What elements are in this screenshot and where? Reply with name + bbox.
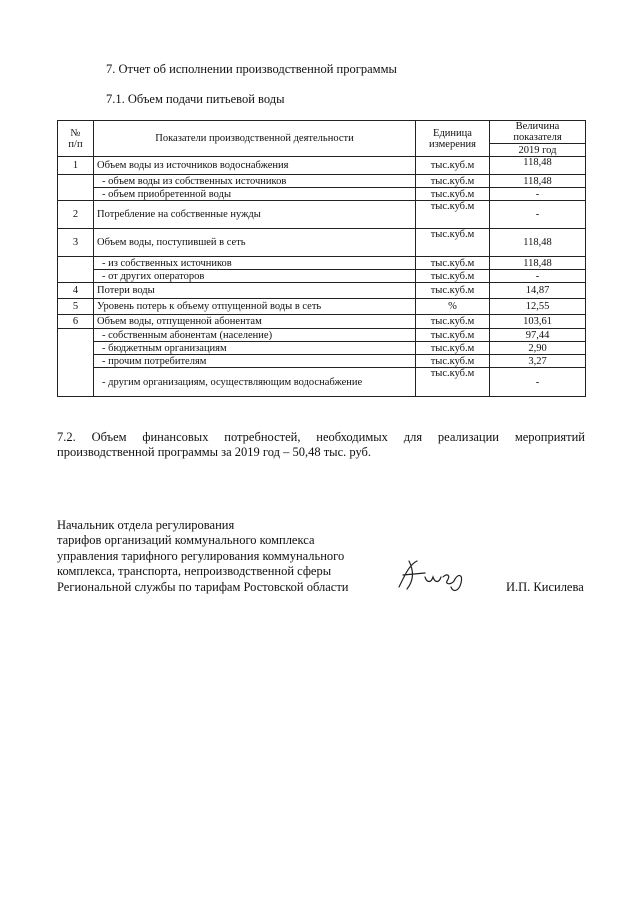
row-value: - [490,368,586,397]
table-row [58,315,586,329]
row-name: - из собственных источников [94,257,416,270]
table-row [58,329,586,342]
row-num-empty [58,329,94,397]
row-value: 97,44 [490,329,586,342]
row-unit: тыс.куб.м [416,283,490,299]
row-unit: тыс.куб.м [416,342,490,355]
row-name: - объем приобретенной воды [94,188,416,201]
table-row [58,201,586,229]
section-heading: 7. Отчет об исполнении производственной программы [106,62,397,76]
row-name: Потери воды [94,283,416,299]
header-num-text: № п/п [68,127,83,150]
financial-needs-paragraph: 7.2. Объем финансовых потребностей, необходимых для реализации мероприятий производственной программы за 2019 год – 50,48 тыс. руб. [57,430,585,459]
row-unit: тыс.куб.м [416,157,490,175]
row-unit: тыс.куб.м [416,315,490,329]
table-row [58,342,586,355]
row-num: 2 [58,201,94,229]
row-unit: тыс.куб.м [416,188,490,201]
row-num-empty [58,257,94,283]
row-unit: тыс.куб.м [416,257,490,270]
header-indicator: Показатели производственной деятельности [94,121,416,157]
row-name: - бюджетным организациям [94,342,416,355]
row-value: - [490,270,586,283]
row-unit: тыс.куб.м [416,175,490,188]
handwritten-signature [395,555,475,595]
row-name: - другим организациям, осуществляющим водоснабжение [94,368,416,397]
row-unit: тыс.куб.м [416,270,490,283]
row-name: - прочим потребителям [94,355,416,368]
row-unit: тыс.куб.м [416,368,490,397]
row-unit: тыс.куб.м [416,229,490,257]
row-unit: % [416,299,490,315]
row-name: - собственным абонентам (население) [94,329,416,342]
row-num: 4 [58,283,94,299]
table-row [58,368,586,397]
row-name: Уровень потерь к объему отпущенной воды в сеть [94,299,416,315]
row-value: 3,27 [490,355,586,368]
table-row [58,257,586,270]
row-value: 118,48 [490,257,586,270]
row-name: - от других операторов [94,270,416,283]
table-row [58,229,586,257]
row-value: - [490,188,586,201]
signer-title-line: управления тарифного регулирования коммунального [57,548,345,563]
row-unit: тыс.куб.м [416,355,490,368]
table-row [58,355,586,368]
signer-title-line: Региональной службы по тарифам Ростовской области [57,579,349,594]
table-row [58,270,586,283]
header-num [58,121,94,157]
row-num: 5 [58,299,94,315]
header-year: 2019 год [490,144,586,157]
table-row [58,188,586,201]
subsection-heading: 7.1. Объем подачи питьевой воды [106,92,285,106]
row-num: 3 [58,229,94,257]
row-value: 118,48 [490,175,586,188]
row-num: 6 [58,315,94,329]
row-num-empty [58,175,94,201]
row-num: 1 [58,157,94,175]
row-value: 12,55 [490,299,586,315]
signer-title-line: Начальник отдела регулирования [57,518,235,532]
row-value: 2,90 [490,342,586,355]
signer-title-line: тарифов организаций коммунального комплекса [57,533,315,548]
row-value: 118,48 [490,157,586,175]
row-name: Потребление на собственные нужды [94,201,416,229]
signer-title-line: комплекса, транспорта, непроизводственной сферы [57,564,332,579]
row-value: 14,87 [490,283,586,299]
table-row [58,175,586,188]
table-row [58,283,586,299]
water-supply-table [57,120,586,397]
table-row [58,157,586,175]
signature-block [57,518,348,595]
signer-name: И.П. Кисилева [506,580,584,594]
row-name: Объем воды, поступившей в сеть [94,229,416,257]
header-value: Величина показателя [490,121,586,144]
row-value: 118,48 [490,229,586,257]
row-name: Объем воды, отпущенной абонентам [94,315,416,329]
row-value: 103,61 [490,315,586,329]
row-name: - объем воды из собственных источников [94,175,416,188]
row-name: Объем воды из источников водоснабжения [94,157,416,175]
row-unit: тыс.куб.м [416,329,490,342]
row-value: - [490,201,586,229]
header-unit: Единица измерения [416,121,490,157]
table-row [58,299,586,315]
row-unit: тыс.куб.м [416,201,490,229]
